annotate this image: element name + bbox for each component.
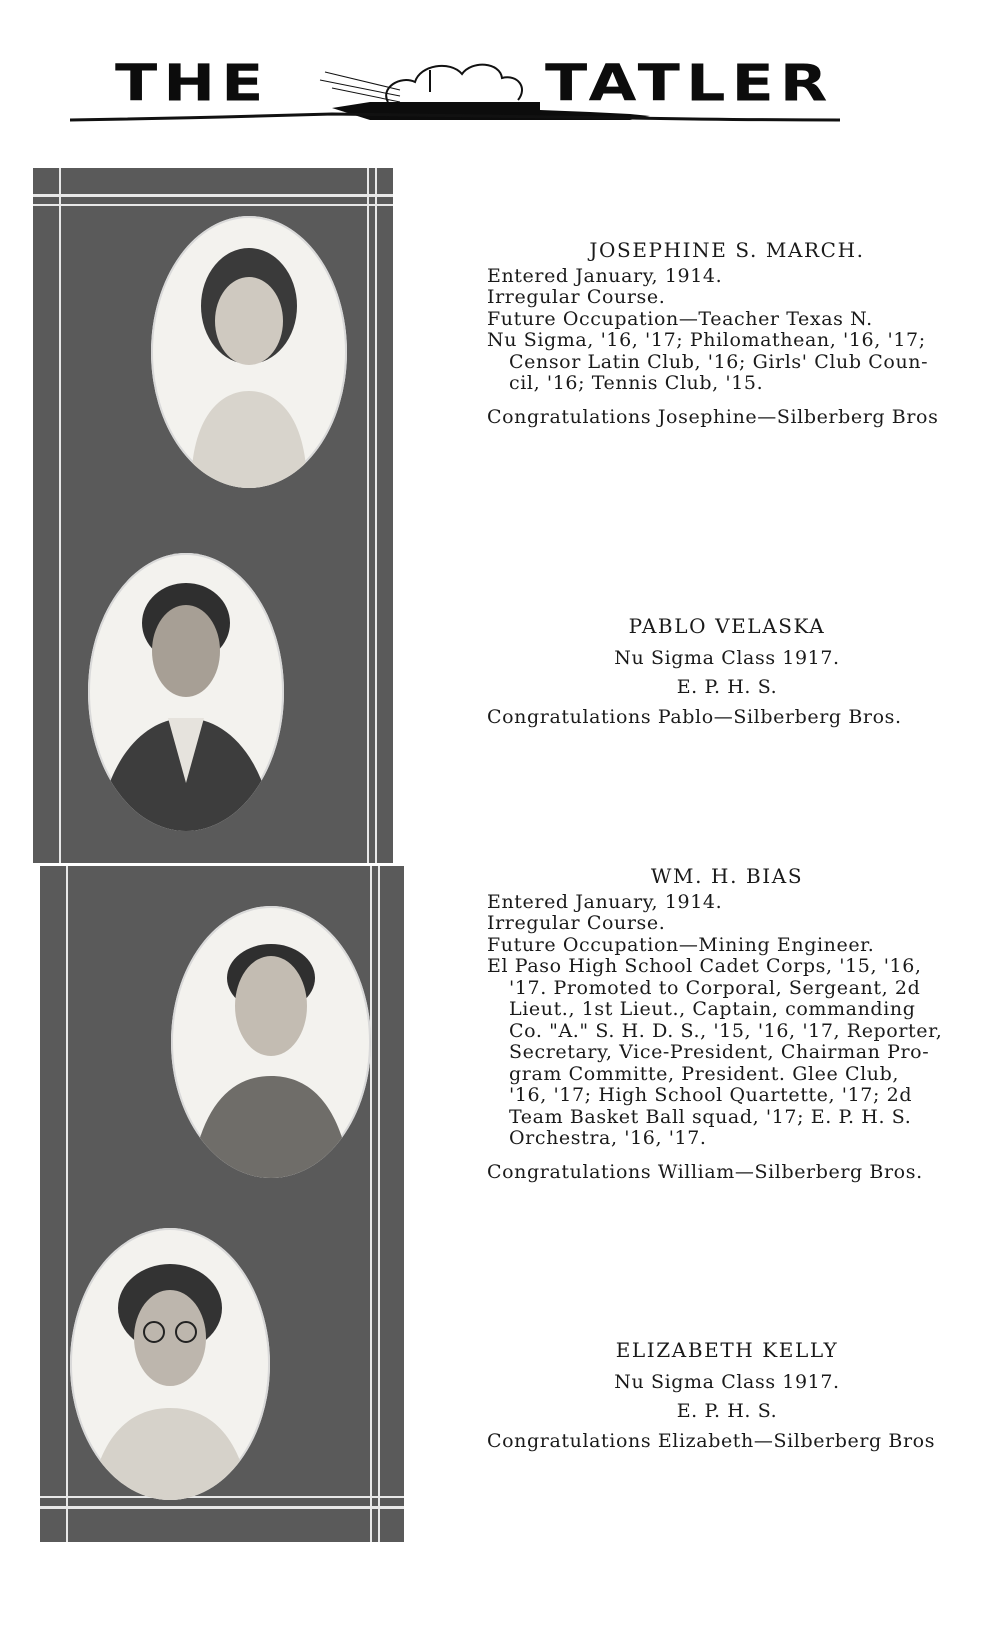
panel-rule bbox=[378, 866, 380, 1542]
masthead bbox=[70, 30, 870, 130]
entry-congrats: Congratulations Josephine—Silberberg Bros bbox=[487, 405, 939, 428]
entry-line: Co. "A." S. H. D. S., '15, '16, '17, Reporter, bbox=[509, 1019, 943, 1042]
portrait-josephine bbox=[151, 216, 347, 488]
entry-line: Future Occupation—Mining Engineer. bbox=[487, 933, 875, 956]
entry-line: Censor Latin Club, '16; Girls' Club Coun- bbox=[509, 350, 929, 373]
photo-panel-top bbox=[33, 168, 393, 863]
entry-line: '17. Promoted to Corporal, Sergeant, 2d bbox=[509, 976, 921, 999]
entry-line: Irregular Course. bbox=[487, 286, 666, 308]
panel-rule bbox=[33, 194, 393, 197]
entry-line: Entered January, 1914. bbox=[487, 264, 723, 287]
entry-congrats: Congratulations Elizabeth—Silberberg Bros bbox=[487, 1429, 936, 1452]
entry-class-line: Nu Sigma Class 1917. bbox=[614, 646, 840, 669]
entry-name: PABLO VELASKA bbox=[628, 614, 826, 638]
panel-rule bbox=[40, 1506, 404, 1509]
panel-rule bbox=[375, 168, 377, 863]
entry-name: WM. H. BIAS bbox=[650, 864, 804, 888]
masthead-word-tatler: TATLER bbox=[545, 53, 834, 113]
entry-congrats: Congratulations William—Silberberg Bros. bbox=[487, 1160, 923, 1183]
portrait-bias bbox=[171, 906, 371, 1178]
entry-line: Secretary, Vice-President, Chairman Pro- bbox=[509, 1041, 930, 1063]
entry-line: Future Occupation—Teacher Texas N. bbox=[487, 307, 873, 330]
panel-rule bbox=[33, 204, 393, 206]
masthead-word-the: THE bbox=[115, 53, 270, 113]
entry-congrats: Congratulations Pablo—Silberberg Bros. bbox=[487, 705, 902, 728]
panel-rule bbox=[59, 168, 61, 863]
entry-name: JOSEPHINE S. MARCH. bbox=[589, 238, 865, 262]
entry-class-line: Nu Sigma Class 1917. bbox=[614, 1370, 840, 1393]
entry-line: cil, '16; Tennis Club, '15. bbox=[509, 372, 764, 394]
entry-line: Lieut., 1st Lieut., Captain, commanding bbox=[509, 998, 916, 1020]
entry-line: Orchestra, '16, '17. bbox=[509, 1127, 707, 1149]
entry-josephine-march bbox=[487, 240, 967, 428]
entry-wm-bias bbox=[487, 866, 967, 1183]
entry-line: gram Committe, President. Glee Club, bbox=[509, 1062, 900, 1085]
panel-rule bbox=[367, 168, 369, 863]
entry-line: '16, '17; High School Quartette, '17; 2d bbox=[509, 1084, 913, 1106]
entry-school: E. P. H. S. bbox=[676, 1400, 778, 1422]
entry-name: ELIZABETH KELLY bbox=[615, 1338, 839, 1362]
entry-line: Irregular Course. bbox=[487, 912, 666, 934]
entry-line: El Paso High School Cadet Corps, '15, '16, bbox=[487, 955, 922, 977]
entry-school: E. P. H. S. bbox=[676, 676, 778, 698]
entry-pablo-velaska bbox=[487, 616, 967, 728]
portrait-pablo bbox=[88, 553, 284, 831]
entry-line: Nu Sigma, '16, '17; Philomathean, '16, '17; bbox=[487, 329, 926, 351]
entry-line: Entered January, 1914. bbox=[487, 890, 723, 913]
photo-panel-bottom bbox=[40, 866, 404, 1542]
panel-rule bbox=[66, 866, 68, 1542]
portrait-elizabeth bbox=[70, 1228, 270, 1500]
entry-elizabeth-kelly bbox=[487, 1340, 967, 1452]
entry-line: Team Basket Ball squad, '17; E. P. H. S. bbox=[509, 1105, 912, 1128]
